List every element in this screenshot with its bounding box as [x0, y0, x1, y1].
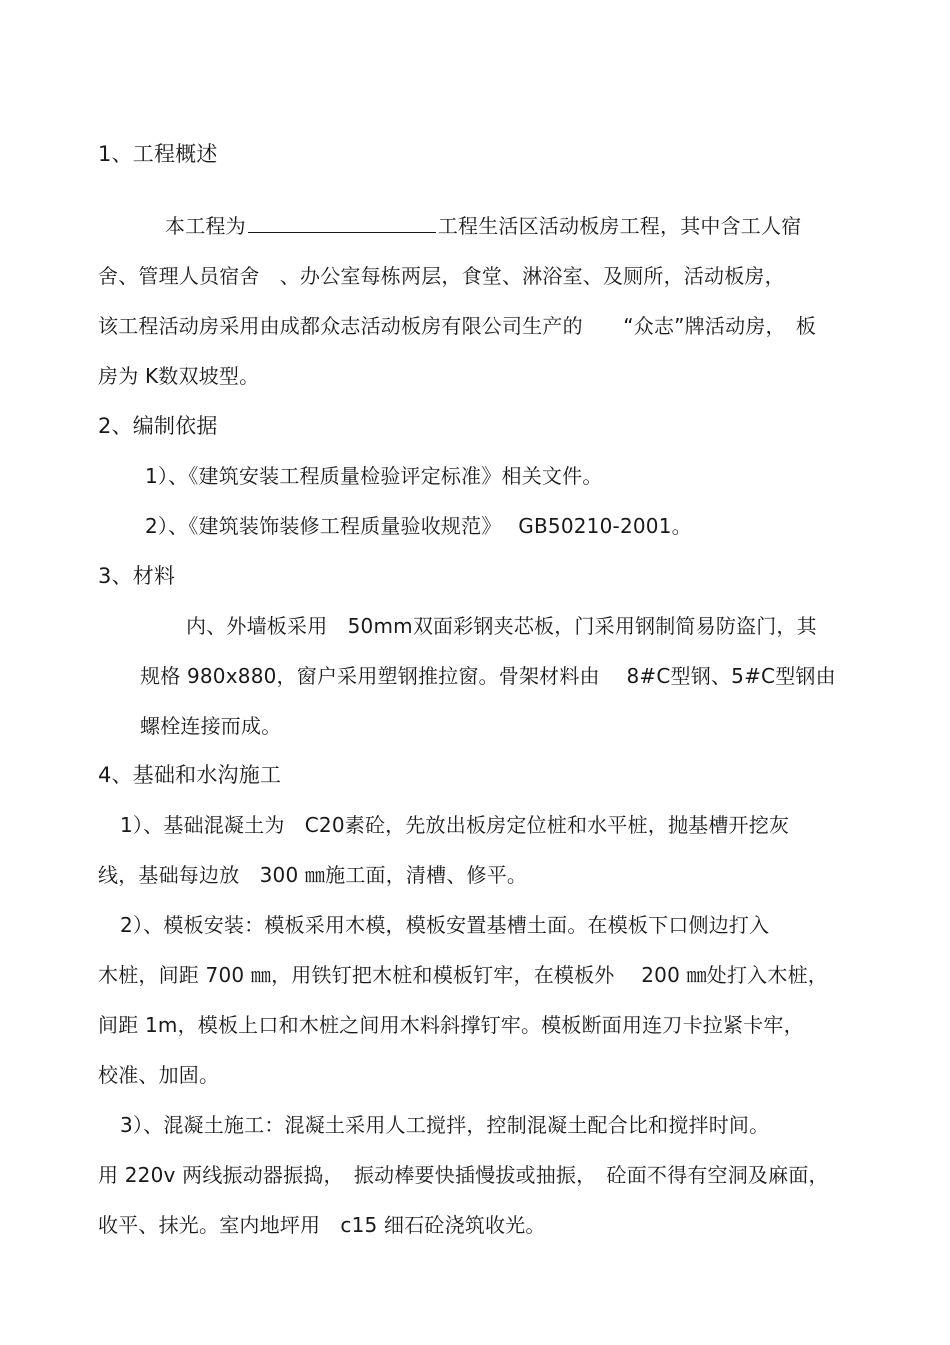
section-1-line-3: 该工程活动房采用由成都众志活动板房有限公司生产的 “众志”牌活动房， 板	[98, 314, 817, 338]
section-3-line-2: 规格 980x880，窗户采用塑钢推拉窗。骨架材料由 8#C型钢、5#C型钢由	[140, 664, 836, 688]
section-3-line-1: 内、外墙板采用 50mm双面彩钢夹芯板，门采用钢制简易防盗门，其	[186, 614, 817, 638]
section-4-line-2: 线，基础每边放 300 ㎜施工面，清槽、修平。	[98, 863, 528, 887]
section-1-line-1-post: 工程生活区活动板房工程，其中含工人宿	[437, 214, 802, 238]
section-2-item-2: 2）、《建筑装饰装修工程质量验收规范》 GB50210-2001。	[145, 514, 692, 538]
section-4-line-3: 2）、模板安装：模板采用木模，模板安置基槽土面。在模板下口侧边打入	[120, 913, 770, 937]
section-2-item-1: 1）、《建筑安装工程质量检验评定标准》相关文件。	[145, 464, 603, 488]
section-4-heading: 4、基础和水沟施工	[98, 763, 282, 787]
section-3-line-3: 螺栓连接而成。	[140, 714, 282, 738]
section-1-line-1	[165, 212, 801, 240]
section-4-line-7: 3）、混凝土施工：混凝土采用人工搅拌，控制混凝土配合比和搅拌时间。	[120, 1113, 770, 1137]
section-4-line-1: 1）、基础混凝土为 C20素砼，先放出板房定位桩和水平桩，抛基槽开挖灰	[120, 813, 790, 837]
section-4-line-8: 用 220v 两线振动器振捣， 振动棒要快插慢拔或抽振， 砼面不得有空洞及麻面，	[98, 1163, 829, 1187]
section-2-heading: 2、编制依据	[98, 414, 218, 438]
section-1-heading: 1、工程概述	[98, 142, 218, 166]
section-1-line-2: 舍、管理人员宿舍 、办公室每栋两层，食堂、淋浴室、及厕所，活动板房，	[98, 264, 785, 288]
section-3-heading: 3、材料	[98, 564, 176, 588]
project-name-blank	[248, 212, 436, 233]
section-4-line-9: 收平、抹光。室内地坪用 c15 细石砼浇筑收光。	[98, 1213, 546, 1237]
section-1-line-1-pre: 本工程为	[165, 214, 246, 238]
section-4-line-6: 校准、加固。	[98, 1063, 220, 1087]
section-4-line-5: 间距 1m，模板上口和木桩之间用木料斜撑钉牢。模板断面用连刀卡拉紧卡牢，	[98, 1013, 804, 1037]
section-4-line-4: 木桩，间距 700 ㎜，用铁钉把木桩和模板钉牢，在模板外 200 ㎜处打入木桩，	[98, 963, 828, 987]
section-1-line-4: 房为 K数双坡型。	[98, 364, 260, 388]
